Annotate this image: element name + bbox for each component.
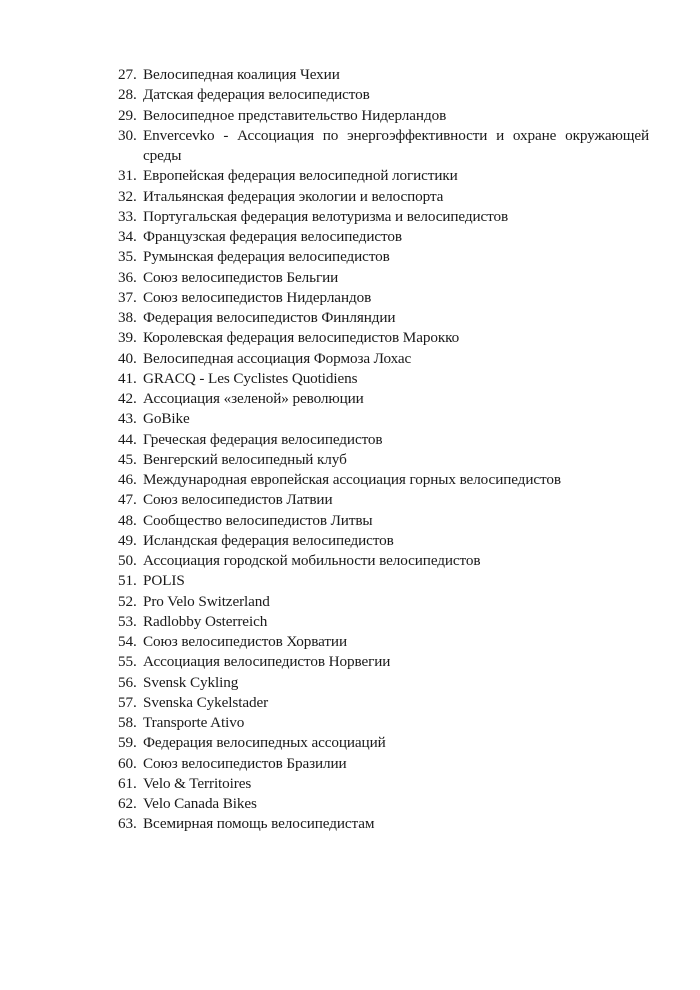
item-number: 35. (118, 248, 137, 266)
item-number: 28. (118, 86, 137, 104)
item-number: 49. (118, 531, 137, 549)
item-text: GoBike (143, 410, 190, 428)
list-item (118, 166, 649, 186)
item-text: Союз велосипедистов Хорватии (143, 633, 347, 650)
item-text: Европейская федерация велосипедной логистики (143, 167, 458, 185)
item-text: Ассоциация «зеленой» революции (143, 390, 364, 407)
item-number: 45. (118, 450, 137, 468)
item-number: 60. (118, 754, 137, 772)
list-item (118, 450, 649, 470)
item-number: 31. (118, 167, 137, 185)
item-text: Союз велосипедистов Нидерландов (143, 288, 372, 306)
item-text: Французская федерация велосипедистов (143, 228, 402, 245)
item-text: POLIS (143, 572, 185, 590)
item-text: Velo Canada Bikes (143, 795, 257, 812)
list-item (118, 713, 649, 733)
item-number: 62. (118, 795, 137, 812)
item-text: Союз велосипедистов Бельгии (143, 268, 339, 286)
list-item (118, 409, 649, 429)
list-item (118, 470, 649, 490)
item-text: Transporte Ativo (143, 714, 245, 731)
item-number: 53. (118, 612, 137, 630)
list-item (118, 187, 649, 207)
item-text: Велосипедная коалиция Чехии (143, 66, 340, 83)
item-text: Федерация велосипедистов Финляндии (143, 309, 396, 326)
item-number: 42. (118, 390, 137, 407)
item-number: 41. (118, 369, 137, 387)
item-text: Датская федерация велосипедистов (143, 86, 370, 104)
item-number: 59. (118, 734, 137, 752)
item-number: 40. (118, 349, 137, 367)
item-text: Всемирная помощь велосипедистам (143, 815, 375, 833)
item-text: Королевская федерация велосипедистов Марокко (143, 329, 460, 347)
item-number: 56. (118, 673, 137, 691)
list-item (118, 430, 649, 450)
list-item (118, 673, 649, 693)
item-text: Velo & Territoires (143, 774, 252, 792)
item-text: Envercevko - Ассоциация по энергоэффективности и охране окружающей среды (143, 126, 649, 164)
list-item (118, 571, 649, 591)
item-text: Греческая федерация велосипедистов (143, 430, 383, 448)
item-text: Союз велосипедистов Латвии (143, 491, 333, 509)
item-number: 50. (118, 552, 137, 569)
item-number: 61. (118, 774, 137, 792)
list-item (118, 814, 649, 834)
list-item (118, 126, 649, 167)
item-text: Велосипедное представительство Нидерландов (143, 106, 447, 124)
list-item (118, 369, 649, 389)
list-item (118, 308, 649, 328)
list-item (118, 774, 649, 794)
item-number: 34. (118, 228, 137, 245)
item-number: 52. (118, 592, 137, 610)
list-item (118, 693, 649, 713)
item-text: Велосипедная ассоциация Формоза Лохас (143, 349, 412, 367)
item-number: 36. (118, 268, 137, 286)
list-item (118, 592, 649, 612)
item-number: 30. (118, 126, 137, 144)
item-text: Ассоциация велосипедистов Норвегии (143, 653, 391, 671)
list-item (118, 389, 649, 409)
list-item (118, 511, 649, 531)
organization-list (118, 65, 649, 835)
list-item (118, 85, 649, 105)
list-item (118, 551, 649, 571)
list-item (118, 207, 649, 227)
item-text: Румынская федерация велосипедистов (143, 248, 390, 266)
item-text: Сообщество велосипедистов Литвы (143, 511, 373, 529)
list-item (118, 794, 649, 814)
list-item (118, 65, 649, 85)
item-text: Союз велосипедистов Бразилии (143, 754, 347, 772)
item-number: 51. (118, 572, 137, 590)
item-text: Венгерский велосипедный клуб (143, 450, 347, 468)
item-text: Svensk Cykling (143, 673, 239, 691)
item-text: Svenska Cykelstader (143, 693, 269, 711)
list-item (118, 754, 649, 774)
item-number: 47. (118, 491, 137, 509)
list-item (118, 490, 649, 510)
list-item (118, 268, 649, 288)
list-item (118, 733, 649, 753)
item-text: Португальская федерация велотуризма и велосипедистов (143, 207, 509, 225)
item-number: 39. (118, 329, 137, 347)
list-item (118, 349, 649, 369)
item-number: 44. (118, 430, 137, 448)
item-number: 57. (118, 693, 137, 711)
list-item (118, 531, 649, 551)
list-item (118, 288, 649, 308)
list-item (118, 632, 649, 652)
item-number: 37. (118, 288, 137, 306)
item-text: Ассоциация городской мобильности велосипедистов (143, 552, 481, 569)
item-number: 54. (118, 633, 137, 650)
list-item (118, 106, 649, 126)
item-number: 33. (118, 207, 137, 225)
item-number: 58. (118, 714, 137, 731)
item-number: 29. (118, 106, 137, 124)
item-text: Итальянская федерация экологии и велоспорта (143, 187, 444, 205)
item-number: 48. (118, 511, 137, 529)
item-number: 46. (118, 471, 137, 488)
item-text: Федерация велосипедных ассоциаций (143, 734, 386, 752)
item-number: 63. (118, 815, 137, 833)
list-item (118, 652, 649, 672)
list-item (118, 612, 649, 632)
item-text: Radlobby Osterreich (143, 612, 268, 630)
list-item (118, 227, 649, 247)
item-text: Pro Velo Switzerland (143, 592, 270, 610)
list-item (118, 247, 649, 267)
item-number: 55. (118, 653, 137, 671)
item-text: Международная европейская ассоциация горных велосипедистов (143, 471, 561, 488)
item-number: 43. (118, 410, 137, 428)
item-text: GRACQ - Les Cyclistes Quotidiens (143, 369, 358, 387)
list-item (118, 328, 649, 348)
item-number: 32. (118, 187, 137, 205)
item-text: Исландская федерация велосипедистов (143, 531, 394, 549)
item-number: 27. (118, 66, 137, 83)
item-number: 38. (118, 309, 137, 326)
